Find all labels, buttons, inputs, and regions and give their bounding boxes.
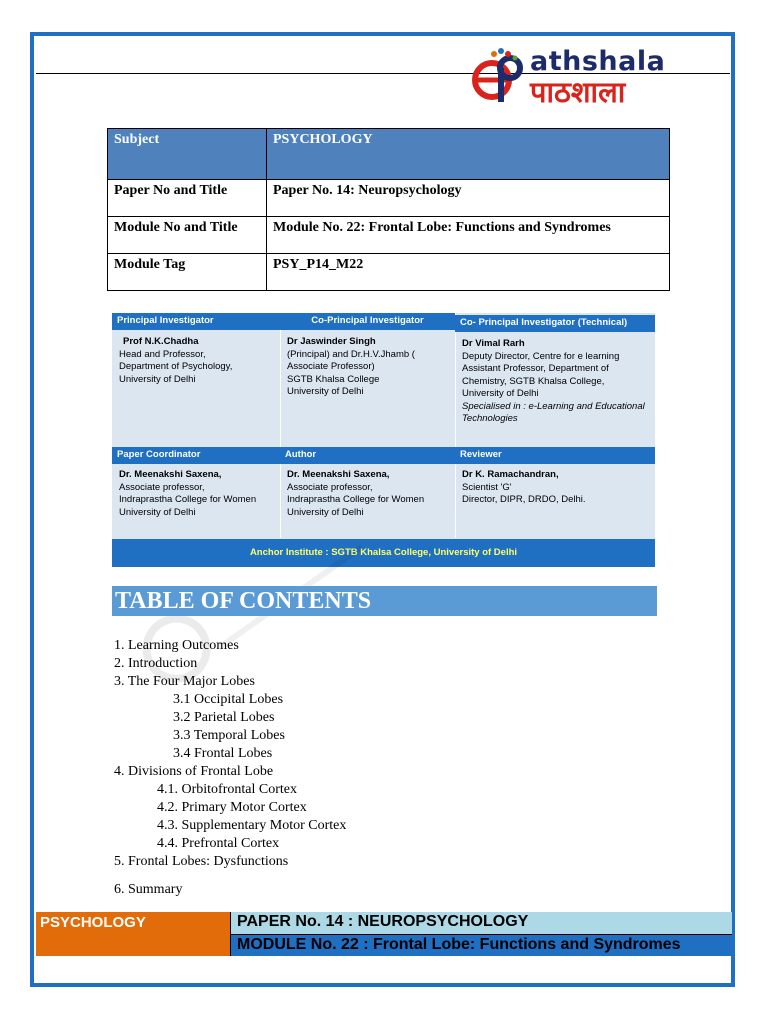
person-line: (Principal) and Dr.H.V.Jhamb ( (287, 348, 415, 360)
toc-item[interactable]: 6. Summary (114, 882, 183, 897)
person-line: Department of Psychology, (119, 361, 233, 372)
person-line: Indraprastha College for Women (287, 494, 425, 505)
person-name: Dr Jaswinder Singh (287, 336, 376, 347)
footer-subject: PSYCHOLOGY (36, 912, 230, 956)
person-line: Deputy Director, Centre for e learning (462, 350, 620, 362)
logo-text-english: athshala (530, 46, 666, 77)
toc-subitem[interactable]: 3.4 Frontal Lobes (173, 746, 273, 761)
person-name: Dr. Meenakshi Saxena, (287, 469, 390, 480)
person-line: SGTB Khalsa College (287, 373, 380, 385)
reviewer-details (455, 465, 655, 511)
investigators-panel (112, 313, 655, 567)
person-line: Scientist 'G' (462, 481, 512, 493)
toc-gap (114, 871, 346, 881)
person-line: University of Delhi (287, 386, 364, 397)
author-heading: Author (280, 447, 455, 464)
person-name: Dr K. Ramachandran, (462, 469, 559, 480)
anchor-institute-bar: Anchor Institute : SGTB Khalsa College, University of Delhi (112, 539, 655, 567)
author-details (280, 465, 455, 523)
person-specialisation: Technologies (462, 413, 518, 424)
person-line: Associate Professor) (287, 361, 375, 372)
person-line: Associate professor, (119, 481, 205, 493)
paper-value: Paper No. 14: Neuropsychology (267, 180, 670, 217)
co-pi-technical-details (455, 334, 655, 430)
paper-label: Paper No and Title (108, 180, 267, 217)
toc-heading: TABLE OF CONTENTS (112, 586, 657, 616)
toc-item[interactable]: 2. Introduction (114, 656, 198, 671)
toc-item[interactable]: 4. Divisions of Frontal Lobe (114, 764, 274, 779)
footer-module: MODULE No. 22 : Frontal Lobe: Functions and Syndromes (230, 934, 732, 956)
person-line: University of Delhi (287, 506, 364, 518)
paper-coordinator-heading: Paper Coordinator (112, 447, 280, 464)
table-row (108, 180, 670, 217)
co-principal-investigator-heading: Co-Principal Investigator (280, 313, 455, 330)
co-principal-investigator-details (280, 332, 455, 403)
person-line: Associate professor, (287, 481, 373, 493)
footer-paper: PAPER No. 14 : NEUROPSYCHOLOGY (230, 912, 732, 934)
person-line: Director, DIPR, DRDO, Delhi. (462, 494, 586, 505)
person-line: University of Delhi (462, 388, 539, 399)
toc-subitem[interactable]: 3.3 Temporal Lobes (173, 728, 285, 743)
table-row (108, 129, 670, 180)
toc-item[interactable]: 3. The Four Major Lobes (114, 674, 255, 689)
person-line: University of Delhi (119, 373, 196, 385)
logo-text-hindi: पाठशाला (530, 75, 626, 109)
epathshala-logo (470, 40, 705, 112)
person-name: Dr Vimal Rarh (462, 338, 525, 349)
toc-list (114, 637, 346, 899)
toc-subitem[interactable]: 4.1. Orbitofrontal Cortex (157, 782, 297, 797)
subject-label: Subject (108, 129, 267, 180)
person-line: Head and Professor, (119, 348, 206, 360)
paper-coordinator-details (112, 465, 280, 523)
reviewer-heading: Reviewer (455, 447, 655, 464)
table-row (108, 217, 670, 254)
person-name: Dr. Meenakshi Saxena, (119, 469, 222, 480)
subject-value: PSYCHOLOGY (267, 129, 670, 180)
principal-investigator-details (112, 332, 280, 390)
person-line: Chemistry, SGTB Khalsa College, (462, 375, 605, 387)
module-tag-value: PSY_P14_M22 (267, 254, 670, 291)
module-tag-label: Module Tag (108, 254, 267, 291)
toc-subitem[interactable]: 4.4. Prefrontal Cortex (157, 836, 280, 851)
module-label: Module No and Title (108, 217, 267, 254)
person-line: University of Delhi (119, 506, 196, 518)
toc-subitem[interactable]: 3.1 Occipital Lobes (173, 692, 284, 707)
module-value: Module No. 22: Frontal Lobe: Functions and Syndromes (267, 217, 670, 254)
table-row (108, 254, 670, 291)
subject-table (107, 128, 670, 291)
toc-item[interactable]: 1. Learning Outcomes (114, 638, 239, 653)
person-line: Indraprastha College for Women (119, 494, 257, 505)
principal-investigator-heading: Principal Investigator (112, 313, 280, 330)
toc-subitem[interactable]: 4.2. Primary Motor Cortex (157, 800, 307, 815)
co-pi-technical-heading: Co- Principal Investigator (Technical) (455, 315, 655, 332)
toc-item[interactable]: 5. Frontal Lobes: Dysfunctions (114, 854, 289, 869)
toc-subitem[interactable]: 3.2 Parietal Lobes (173, 710, 275, 725)
toc-subitem[interactable]: 4.3. Supplementary Motor Cortex (157, 818, 347, 833)
person-name: Prof N.K.Chadha (123, 336, 199, 347)
epathshala-logo-icon (470, 46, 530, 106)
person-line: Assistant Professor, Department of (462, 363, 609, 374)
person-specialisation: Specialised in : e-Learning and Educational (462, 400, 645, 412)
page-footer (36, 912, 732, 956)
